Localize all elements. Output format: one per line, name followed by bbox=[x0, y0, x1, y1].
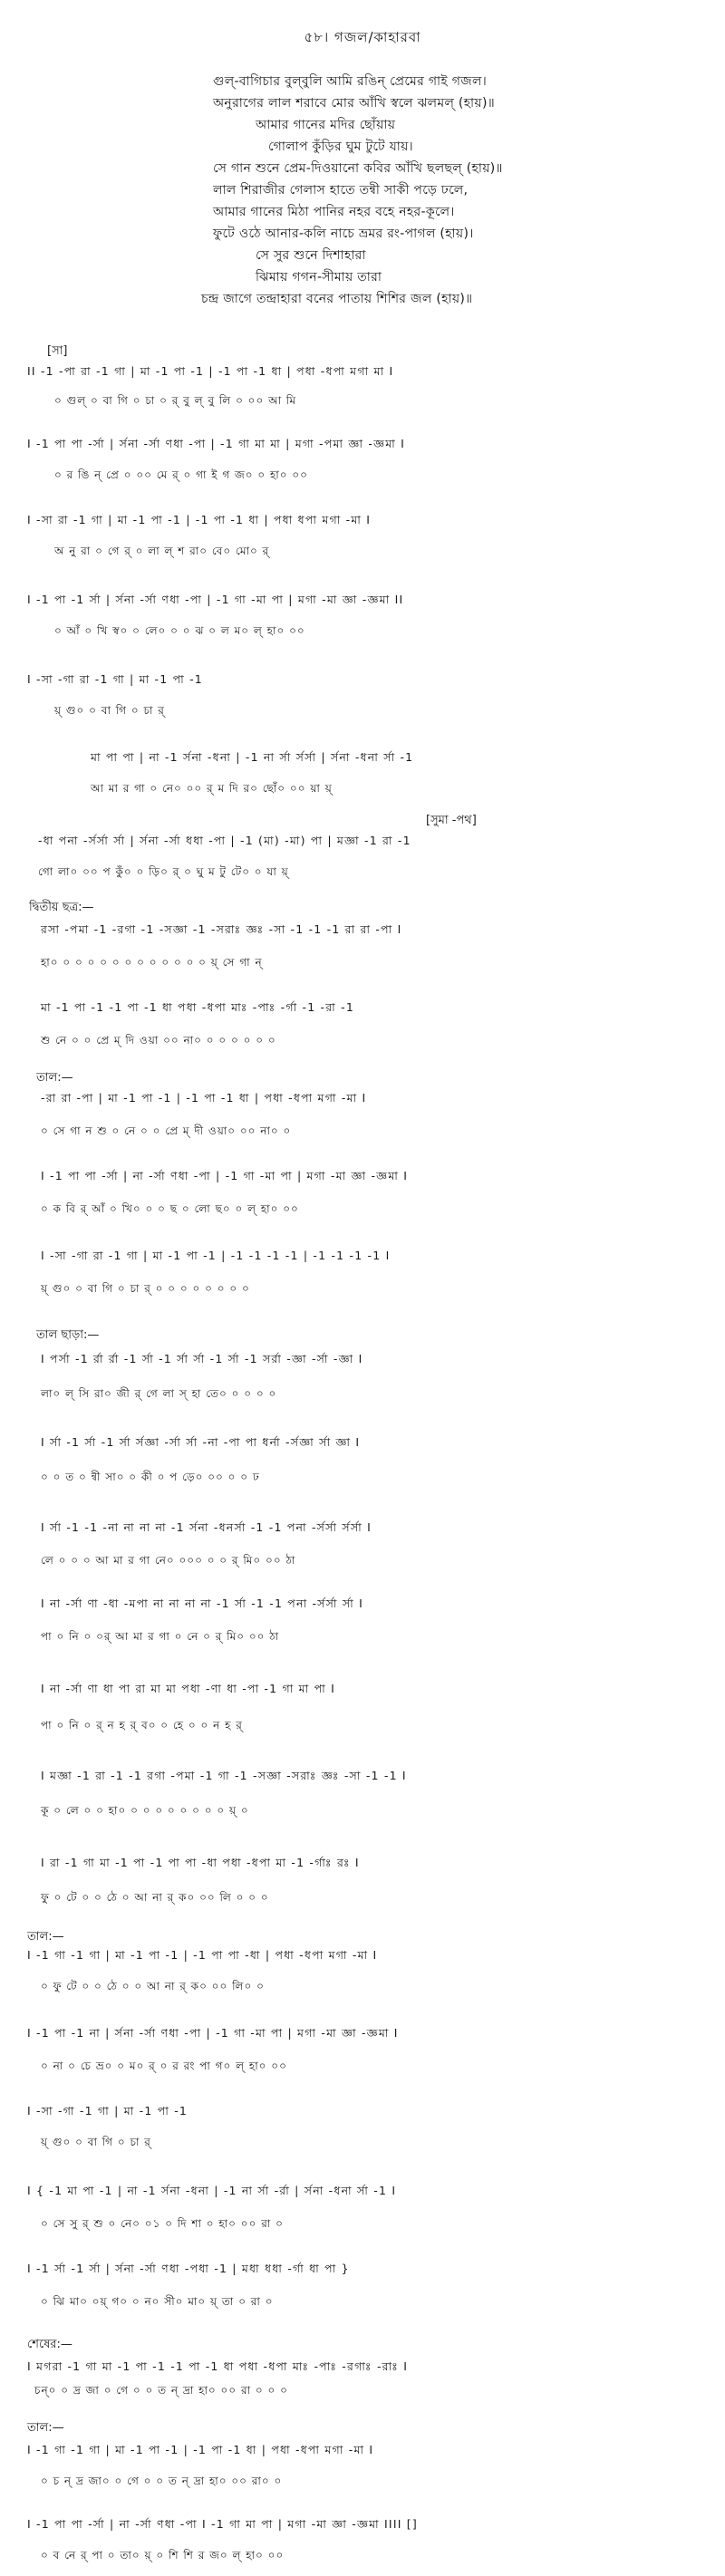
notation-line: I -1 পা -1 র্সা | র্সনা -র্সা ণধা -পা | -1 গা -মা পা | মগা -মা জ্ঞা -জ্ঞমা II bbox=[27, 593, 404, 606]
notation-line: I র্সা -1 -1 -না না না না -1 র্সনা -ধনর্সা -1 -1 পনা -র্সর্সা র্সর্সা I bbox=[41, 1520, 372, 1534]
syllable-line: ০ সে গা ন শু ০ নে ০ ০ প্রে ম্ দী ওয়া০ ০০ না০ ০ bbox=[41, 1124, 292, 1137]
notation-line: II -1 -পা রা -1 গা | মা -1 পা -1 | -1 পা -1 ধা | পধা -ধপা মগা মা I bbox=[27, 364, 394, 378]
notation-line: I না -র্সা ণা -ধা -মপা না না না না -1 র্সা -1 -1 পনা -র্সর্সা র্সা I bbox=[41, 1597, 364, 1610]
syllable-line: কূ ০ লে ০ ০ হা০ ০ ০ ০ ০ ০ ০ ০ ০ য়্ ০ bbox=[41, 1804, 249, 1817]
syllable-line: য়্ গু০ ০ বা গি ০ চা র্ bbox=[54, 704, 165, 717]
notation-line: I -সা -গা -1 গা | মা -1 পা -1 bbox=[27, 2104, 188, 2118]
lyric-line: আমার গানের মিঠা পানির নহর বহে নহর-কূলে। bbox=[213, 205, 455, 219]
syllable-line: শু নে ০ ০ প্রে ম্ দি ওয়া ০০ না০ ০ ০ ০ ০ ০ ০ bbox=[41, 1034, 276, 1047]
notation-line: I র্সা -1 র্সা -1 র্সা র্সজ্ঞা -র্সা র্সা -না -পা পা ধর্না -র্সজ্ঞা র্সা জ্ঞা I bbox=[41, 1435, 361, 1449]
notation-line: I পর্সা -1 র্রা র্রা -1 র্সা -1 র্সা র্সা -1 র্সা -1 সর্রা -জ্ঞা -র্সা -জ্ঞা I bbox=[41, 1352, 363, 1365]
notation-line: I -1 পা পা -র্সা | না -র্সা ণধা -পা | -1 গা -মা পা | মগা -মা জ্ঞা -জ্ঞমা I bbox=[41, 1169, 409, 1182]
lyric-line: চন্দ্র জাগে তন্দ্রাহারা বনের পাতায় শিশির জল (হায়)॥ bbox=[201, 292, 473, 306]
notation-line: I মগরা -1 গা মা -1 পা -1 -1 পা -1 ধা পধা -ধপা মাঃ -পাঃ -রগাঃ -রাঃ I bbox=[27, 2359, 409, 2373]
syllable-line: য়্ গু০ ০ বা গি ০ চা র্ bbox=[41, 2136, 151, 2148]
syllable-line: ০ ঝি মা০ ০য়্ গ০ ০ ন০ সী০ মা০ য়্ তা ০ রা ০ bbox=[41, 2295, 274, 2308]
notation-line: I রা -1 গা মা -1 পা -1 পা পা -ধা পধা -ধপা মা -1 -র্গাঃ রঃ I bbox=[41, 1856, 360, 1869]
section-label: তাল:— bbox=[36, 1071, 73, 1085]
notation-line: -ধা পনা -র্সর্সা র্সা | র্সনা -র্সা ধধা -পা | -1 (মা) -মা) পা | মজ্ঞা -1 রা -1 bbox=[38, 834, 411, 847]
lyric-line: সে সুর শুনে দিশাহারা bbox=[256, 248, 366, 263]
lyric-line: আমার গানের মদির ছোঁয়ায় bbox=[256, 118, 396, 132]
section-label: দ্বিতীয় ছত্র:— bbox=[29, 901, 94, 914]
notation-line: I -সা -গা রা -1 গা | মা -1 পা -1 bbox=[27, 672, 203, 686]
syllable-line: ০ ফু টে ০ ০ ঠে ০ ০ আ না র্ ক০ ০০ লি০ ০ bbox=[41, 1980, 265, 1992]
notation-line: I না -র্সা ণা ধা পা রা মা মা পধা -ণা ধা -পা -1 গা মা পা I bbox=[41, 1682, 335, 1695]
syllable-line: গো লা০ ০০ প কুঁ০ ০ ড়ি০ র্ ০ ঘু ম টু টে০ ০ যা য়্ bbox=[38, 865, 289, 878]
lyric-line: ঝিমায় গগন-সীমায় তারা bbox=[256, 270, 382, 285]
syllable-line: ফু ০ টে ০ ০ ঠে ০ আ না র্ ক০ ০০ লি ০ ০ ০ bbox=[41, 1891, 269, 1904]
lyric-line: লাল শিরাজীর গেলাস হাতে তন্বী সাকী পড়ে ঢলে, bbox=[213, 183, 469, 198]
syllable-line: ০ র ঙি ন্ প্রে ০ ০০ মে র্ ০ গা ই গ জ০ ০ হা০ ০০ bbox=[54, 468, 308, 481]
notation-line: মা -1 পা -1 -1 পা -1 ধা পধা -ধপা মাঃ -পাঃ -র্গা -1 -রা -1 bbox=[41, 1000, 354, 1014]
syllable-line: অ নু রা ০ গে র্ ০ লা ল্ শ রা০ বে০ মো০ র্ bbox=[54, 545, 270, 557]
lyric-line: গোলাপ কুঁড়ির ঘুম টুটে যায়। bbox=[268, 140, 413, 154]
syllable-line: পা ০ নি ০ ০র্ আ মা র গা ০ নে ০ র্ মি০ ০০ ঠা bbox=[41, 1630, 280, 1643]
syllable-line: ০ ব নে র্ পা ০ তা০ য়্ ০ শি শি র জ০ ল্ হা০ ০০ bbox=[41, 2549, 285, 2562]
syllable-line: ০ আঁ ০ খি স্ব০ ০ লে০ ০ ০ ঝ ০ ল ম০ ল্ হা০ ০০ bbox=[54, 624, 305, 637]
syllable-line: পা ০ নি ০ র্ ন হ র্ ব০ ০ হে ০ ০ ন হ র্ bbox=[41, 1719, 243, 1732]
syllable-line: য়্ গু০ ০ বা গি ০ চা র্ ০ ০ ০ ০ ০ ০ ০ ০ bbox=[41, 1282, 250, 1295]
syllable-line: ০ ০ ত ০ ন্বী সা০ ০ কী ০ প ড়ে০ ০০ ০ ০ ঢ bbox=[41, 1471, 260, 1483]
notation-line: I মজ্ঞা -1 রা -1 -1 রগা -পমা -1 গা -1 -সজ্ঞা -সরাঃ জ্ঞঃ -সা -1 -1 I bbox=[41, 1769, 407, 1782]
syllable-line: লে ০ ০ ০ আ মা র গা নে০ ০০০ ০ ০ র্ মি০ ০০ ঠা bbox=[41, 1554, 296, 1567]
lyric-line: গুল্-বাগিচার বুল্‌বুলি আমি রঙিন্ প্রেমের গাই গজল। bbox=[213, 74, 488, 89]
notation-line: I -1 পা -1 না | র্সনা -র্সা ণধা -পা | -1 গা -মা পা | মগা -মা জ্ঞা -জ্ঞমা I bbox=[27, 2026, 399, 2040]
notation-line: I -সা রা -1 গা | মা -1 পা -1 | -1 পা -1 ধা | পধা ধপা মগা -মা I bbox=[27, 513, 372, 526]
notation-line: I { -1 মা পা -1 | না -1 র্সনা -ধনা | -1 না র্সা -র্রা | র্সনা -ধনা র্সা -1 I bbox=[27, 2184, 397, 2197]
syllable-line: ০ চ ন্ দ্র জা০ ০ গে ০ ০ ত ন্ দ্রা হা০ ০০ রা০ ০ bbox=[41, 2475, 283, 2487]
syllable-line: হা০ ০ ০ ০ ০ ০ ০ ০ ০ ০ ০ ০ ০ য়্ সে গা ন্ bbox=[41, 956, 263, 969]
syllable-line: ০ গুল্ ০ বা গি ০ চা ০ র্ বু ল্ বু লি ০ ০০ আ মি bbox=[54, 394, 297, 407]
section-label: তাল:— bbox=[27, 2421, 64, 2435]
lyric-line: ফুটে ওঠে আনার-কলি নাচে ভ্রমর রং-পাগল (হায়)। bbox=[213, 227, 474, 241]
notation-line: মা পা পা | না -1 র্সনা -ধনা | -1 না র্সা র্সর্সা | র্সনা -ধনা র্সা -1 bbox=[91, 750, 414, 764]
syllable-line: ০ না ০ চে ভ্র০ ০ ম০ র্ ০ র রং পা গ০ ল্ হা০ ০০ bbox=[41, 2060, 287, 2072]
lyric-line: অনুরাগের লাল শরাবে মোর আঁখি স্বলে ঝলমল্ (হায়)॥ bbox=[213, 96, 495, 111]
syllable-line: চন্০ ০ দ্র জা ০ গে ০ ০ ত ন্ দ্রা হা০ ০০ রা ০ ০ ০ bbox=[34, 2384, 288, 2397]
notation-line: I -1 গা -1 গা | মা -1 পা -1 | -1 পা পা -ধা | পধা -ধপা মগা -মা I bbox=[27, 1948, 378, 1962]
notation-line: I -1 পা পা -র্সা | র্সনা -র্সা ণধা -পা | -1 গা মা মা | মগা -পমা জ্ঞা -জ্ঞমা I bbox=[27, 437, 406, 450]
notation-line: রসা -পমা -1 -রগা -1 -সজ্ঞা -1 -সরাঃ জ্ঞঃ -সা -1 -1 -1 রা রা -পা I bbox=[41, 922, 402, 936]
notation-line: -রা রা -পা | মা -1 পা -1 | -1 পা -1 ধা | পধা -ধপা মগা -মা I bbox=[41, 1091, 367, 1105]
syllable-line: আ মা র গা ০ নে০ ০০ র্ ম দি র০ ছোঁ০ ০০ য়া য়্ bbox=[91, 782, 333, 795]
notation-line: I -1 গা -1 গা | মা -1 পা -1 | -1 পা -1 ধা | পধা -ধপা মগা -মা I bbox=[27, 2443, 374, 2456]
song-title: ৫৮। গজল/কাহারবা bbox=[304, 29, 421, 45]
notation-line: I -1 পা পা -র্সা | না -র্সা ণধা -পা I -1 গা মা পা | মগা -মা জ্ঞা -জ্ঞমা IIII [] bbox=[27, 2517, 418, 2531]
zumma-label: [সুমা -পথ] bbox=[426, 814, 477, 827]
lyric-line: সে গান শুনে প্রেম-দিওয়ানো কবির আঁখি ছলছল্ (হায়)॥ bbox=[213, 161, 503, 176]
syllable-line: ০ সে সু র্ শু ০ নে০ ০১ ০ দি শা ০ হা০ ০০ রা ০ bbox=[41, 2217, 284, 2230]
notation-line: I -সা -গা রা -1 গা | মা -1 পা -1 | -1 -1 -1 -1 | -1 -1 -1 -1 I bbox=[41, 1249, 391, 1262]
notation-line: I -1 র্সা -1 র্সা | র্সনা -র্সা ণধা -পধা -1 | মধা ধধা -র্গা ধা পা } bbox=[27, 2262, 350, 2275]
section-label: তাল:— bbox=[27, 1930, 64, 1944]
section-label: তাল ছাড়া:— bbox=[36, 1328, 100, 1342]
section-label: শেষের:— bbox=[27, 2338, 72, 2351]
syllable-line: ০ ক বি র্ আঁ ০ খি০ ০ ০ ছ ০ লো ছ০ ০ ল্ হা০ ০০ bbox=[41, 1202, 299, 1215]
sa-marker: [সা] bbox=[47, 344, 68, 358]
syllable-line: লা০ ল্ সি রা০ জী র্ গে লা স্ হা তে০ ০ ০ ০ ০ bbox=[41, 1387, 277, 1400]
